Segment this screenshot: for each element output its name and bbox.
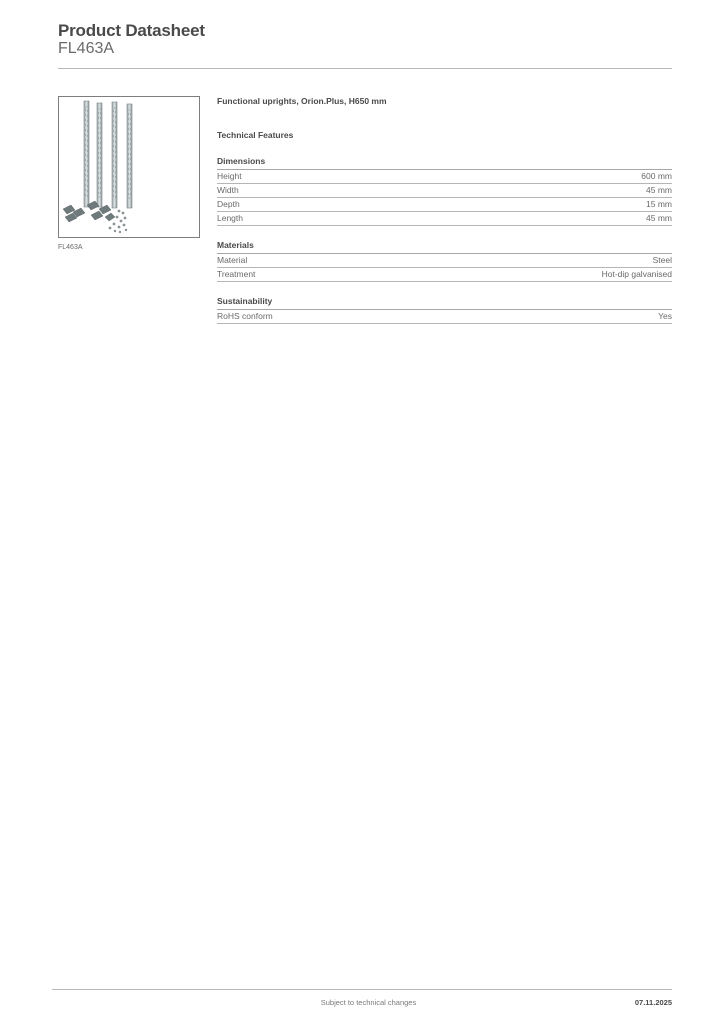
spec-row	[217, 170, 672, 184]
materials-section	[217, 240, 672, 282]
spec-value: 45 mm	[646, 213, 672, 223]
upright-rails	[84, 101, 132, 208]
specification-panel	[217, 96, 672, 324]
spec-label: Treatment	[217, 269, 256, 279]
product-name: Functional uprights, Orion.Plus, H650 mm	[217, 96, 387, 106]
spec-value: Steel	[652, 255, 672, 265]
spec-value: 45 mm	[646, 185, 672, 195]
image-caption: FL463A	[58, 244, 83, 251]
spec-row	[217, 198, 672, 212]
technical-features-heading: Technical Features	[217, 130, 294, 140]
sustainability-section	[217, 296, 672, 324]
spec-label: Material	[217, 255, 248, 265]
header-divider	[58, 68, 672, 69]
section-title-sustainability: Sustainability	[217, 296, 672, 310]
spec-row	[217, 212, 672, 226]
footer-divider	[52, 989, 672, 990]
section-title-dimensions: Dimensions	[217, 156, 672, 170]
spec-label: Depth	[217, 199, 240, 209]
spec-value: 600 mm	[641, 171, 672, 181]
spec-row	[217, 254, 672, 268]
spec-label: Width	[217, 185, 239, 195]
spec-label: RoHS conform	[217, 311, 273, 321]
section-title-materials: Materials	[217, 240, 672, 254]
spec-value: 15 mm	[646, 199, 672, 209]
page-title: Product Datasheet	[58, 21, 205, 40]
spec-value: Hot-dip galvanised	[601, 269, 672, 279]
dimensions-section	[217, 156, 672, 226]
spec-row	[217, 310, 672, 324]
product-image	[58, 96, 200, 238]
fitting-brackets	[63, 201, 115, 222]
footer-note: Subject to technical changes	[320, 998, 417, 1007]
spec-row	[217, 184, 672, 198]
spec-label: Height	[217, 171, 242, 181]
spec-value: Yes	[658, 311, 672, 321]
spec-label: Length	[217, 213, 243, 223]
product-photo-uprights-icon	[59, 97, 199, 237]
spec-row	[217, 268, 672, 282]
footer-date: 07.11.2025	[634, 998, 672, 1007]
product-code: FL463A	[58, 40, 115, 57]
